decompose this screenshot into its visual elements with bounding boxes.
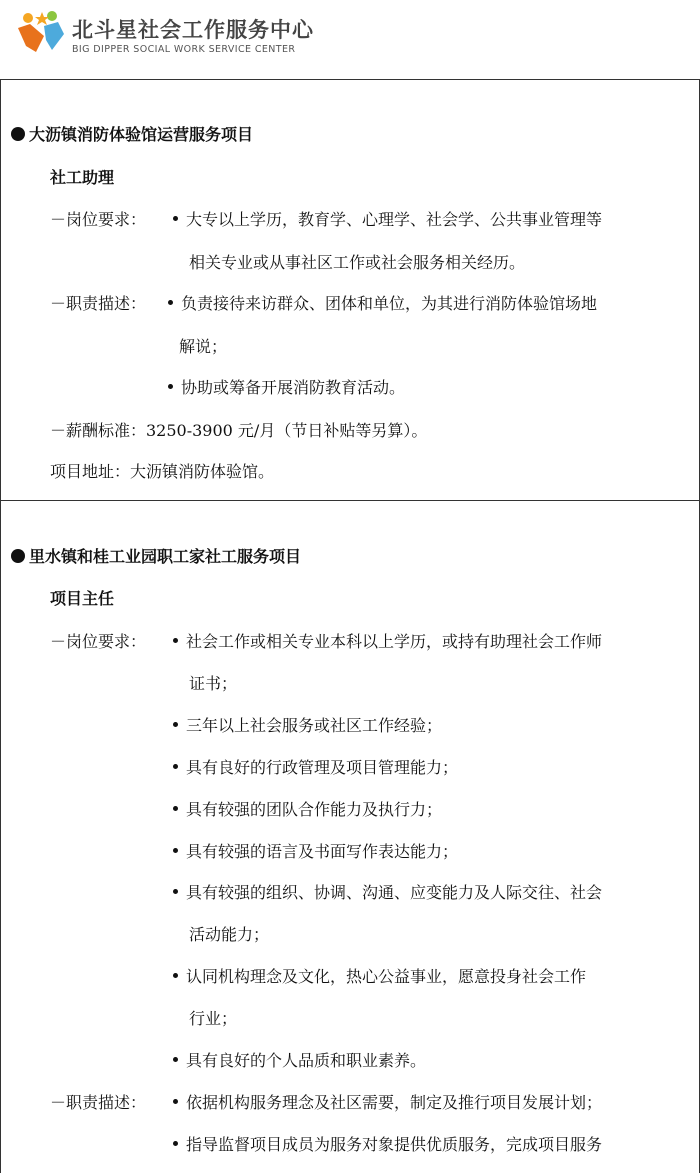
requirement-label: －岗位要求： [50, 632, 147, 651]
duty-label: －职责描述： [50, 294, 147, 313]
requirement-label: －岗位要求： [50, 210, 147, 229]
bullet-dot-icon [173, 764, 178, 769]
requirement-item: 具有较强的组织、协调、沟通、应变能力及人际交往、社会 [173, 882, 602, 904]
bullet-dot-icon [168, 300, 173, 305]
bullet-dot-icon [173, 973, 178, 978]
section-title [11, 546, 301, 568]
page-header [0, 0, 700, 80]
requirement-item: 具有良好的行政管理及项目管理能力； [173, 757, 458, 779]
section-title-text: 大沥镇消防体验馆运营服务项目 [29, 125, 254, 144]
requirement-item-cont: 证书； [189, 674, 238, 693]
section-title-text: 里水镇和桂工业园职工家社工服务项目 [29, 547, 302, 566]
role-title: 项目主任 [50, 589, 115, 608]
requirement-item: 认同机构理念及文化，热心公益事业，愿意投身社会工作 [173, 966, 586, 988]
requirement-item-cont: 活动能力； [189, 925, 270, 944]
bullet-icon [11, 127, 25, 141]
bullet-dot-icon [173, 638, 178, 643]
duty-item: 协助或筹备开展消防教育活动。 [168, 377, 405, 399]
big-dipper-logo-icon [14, 6, 68, 56]
bullet-dot-icon [173, 1141, 178, 1146]
bullet-dot-icon [173, 722, 178, 727]
requirement-item: 三年以上社会服务或社区工作经验； [173, 715, 442, 737]
duty-item: 指导监督项目成员为服务对象提供优质服务，完成项目服务 [173, 1134, 602, 1156]
brand-name-en: BIG DIPPER SOCIAL WORK SERVICE CENTER [72, 44, 296, 55]
duty-item-cont: 解说； [179, 337, 228, 356]
bullet-dot-icon [173, 806, 178, 811]
brand-name-cn: 北斗星社会工作服务中心 [72, 18, 314, 42]
salary-text: －薪酬标准：3250-3900 元/月（节日补贴等另算）。 [50, 421, 428, 440]
bullet-dot-icon [173, 1099, 178, 1104]
duty-item: 依据机构服务理念及社区需要，制定及推行项目发展计划； [173, 1092, 602, 1114]
bullet-dot-icon [173, 889, 178, 894]
bullet-dot-icon [173, 1057, 178, 1062]
requirement-item: 具有良好的个人品质和职业素养。 [173, 1050, 426, 1072]
role-title: 社工助理 [50, 168, 115, 187]
requirement-item-cont: 行业； [189, 1009, 238, 1028]
job-section-lishui [0, 500, 700, 1173]
requirement-item: 具有较强的团队合作能力及执行力； [173, 799, 442, 821]
bullet-dot-icon [173, 848, 178, 853]
bullet-icon [11, 549, 25, 563]
bullet-dot-icon [168, 384, 173, 389]
duty-label: －职责描述： [50, 1093, 147, 1112]
requirement-item: 大专以上学历，教育学、心理学、社会学、公共事业管理等 [173, 209, 602, 231]
bullet-dot-icon [173, 216, 178, 221]
requirement-item: 社会工作或相关专业本科以上学历，或持有助理社会工作师 [173, 631, 602, 653]
requirement-item: 具有较强的语言及书面写作表达能力； [173, 841, 458, 863]
section-title [11, 124, 253, 146]
address-text: 项目地址：大沥镇消防体验馆。 [50, 462, 275, 481]
job-section-dali [0, 79, 700, 501]
requirement-item-cont: 相关专业或从事社区工作或社会服务相关经历。 [189, 253, 526, 272]
duty-item: 负责接待来访群众、团体和单位，为其进行消防体验馆场地 [168, 293, 597, 315]
